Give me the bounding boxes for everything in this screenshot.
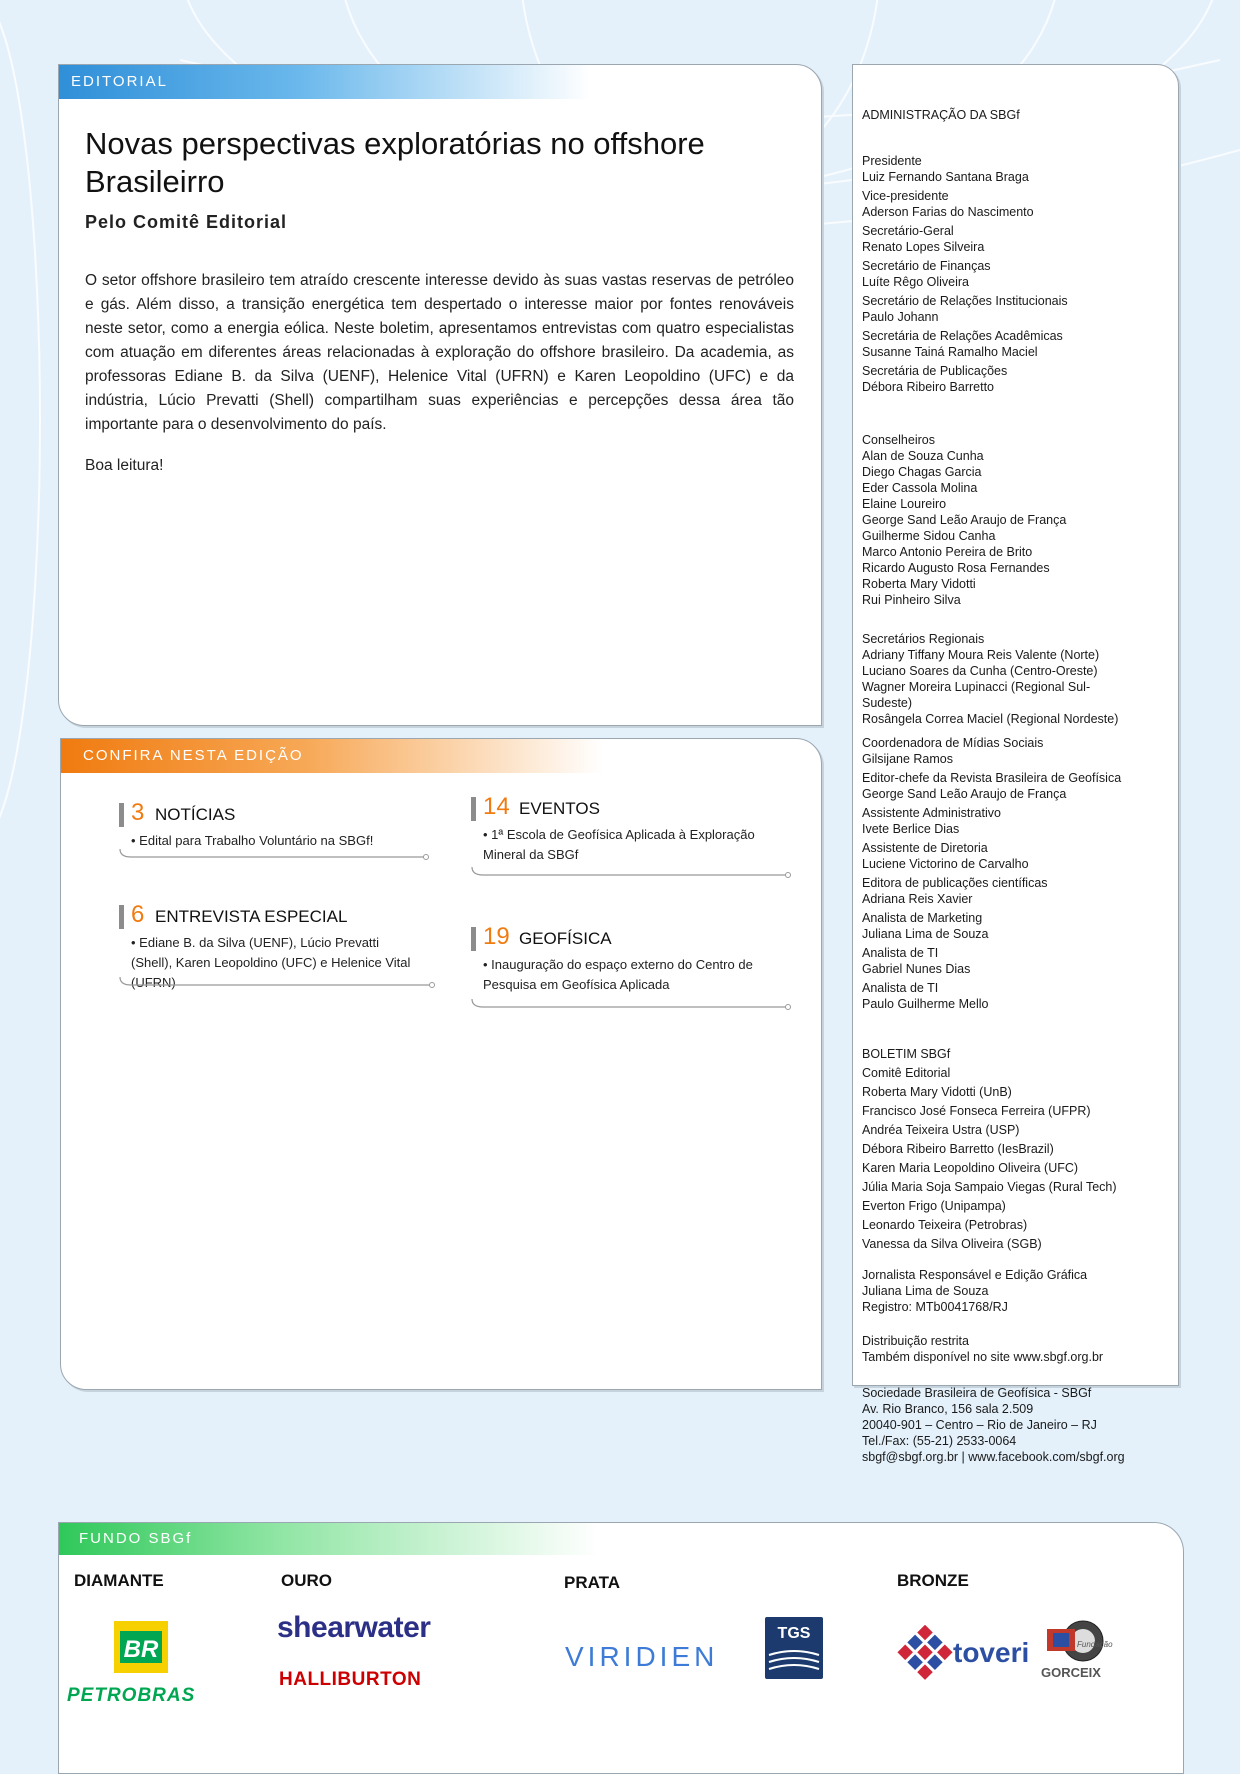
role-title: Secretária de Publicações	[862, 364, 1008, 378]
regionais-list	[862, 631, 1174, 727]
role-name: Débora Ribeiro Barretto	[862, 380, 995, 394]
item-section: EVENTOS	[519, 799, 600, 818]
role-name: Renato Lopes Silveira	[862, 240, 985, 254]
tier-bronze: BRONZE	[897, 1571, 969, 1590]
role-title: Secretária de Relações Acadêmicas	[862, 329, 1063, 343]
staff-role: Analista de TI	[862, 946, 939, 960]
regional-name: Luciano Soares da Cunha (Centro-Oreste)	[862, 664, 1098, 678]
tgs-wave-icon	[765, 1647, 823, 1677]
comite-name: Júlia Maria Soja Sampaio Viegas (Rural Tech)	[862, 1180, 1117, 1194]
editorial-body: O setor offshore brasileiro tem atraído crescente interesse devido às suas vastas reservas de petróleo e gás. Além disso, a transição energética tem despertado o interesse maior por fontes renováveis neste setor, como a energia eólica. Neste boletim, apresentamos entrevistas com quatro especialistas com atuação em diferentes áreas relacionadas à exploração do offshore brasileiro. Da academia, as professoras Ediane B. da Silva (UENF), Helenice Vital (UFRN) e Karen Leopoldino (UFC) e da indústria, Lúcio Prevatti (Shell) compartilham suas experiências e percepções dessa área tão importante para o desenvolvimento do país.	[85, 272, 794, 433]
role-name: Luiz Fernando Santana Braga	[862, 170, 1029, 184]
item-section: ENTREVISTA ESPECIAL	[155, 907, 348, 926]
tier-prata: PRATA	[564, 1573, 621, 1592]
comite-name: Karen Maria Leopoldino Oliveira (UFC)	[862, 1161, 1079, 1175]
conselheiro-name: Roberta Mary Vidotti	[862, 577, 976, 591]
editorial-title: Novas perspectivas exploratórias no offshore Brasileirro	[85, 126, 705, 199]
item-underline	[471, 867, 793, 881]
item-page-number: 3	[131, 799, 145, 826]
comite-name: Leonardo Teixeira (Petrobras)	[862, 1218, 1028, 1232]
tier-ouro: OURO	[281, 1571, 332, 1590]
item-text: • Edital para Trabalho Voluntário na SBGf!	[131, 833, 374, 848]
petrobras-logo[interactable]	[114, 1621, 168, 1673]
distribuicao-line: Também disponível no site www.sbgf.org.br	[862, 1350, 1104, 1364]
staff-name: Juliana Lima de Souza	[862, 927, 989, 941]
conselheiro-name: Eder Cassola Molina	[862, 481, 978, 495]
staff-name: Gabriel Nunes Dias	[862, 962, 971, 976]
item-marker	[471, 927, 476, 951]
contato-block	[862, 1385, 1174, 1465]
conselheiros-list	[862, 432, 1174, 608]
role-title: Presidente	[862, 154, 922, 168]
fundo-band: FUNDO SBGf	[59, 1523, 599, 1555]
jornalista-block	[862, 1267, 1174, 1315]
editorial-box	[58, 64, 822, 726]
comite-name: Débora Ribeiro Barretto (IesBrazil)	[862, 1142, 1054, 1156]
item-marker	[119, 905, 124, 929]
item-underline	[119, 849, 431, 863]
comite-label: Comitê Editorial	[862, 1066, 951, 1080]
contents-band: CONFIRA NESTA EDIÇÃO	[61, 739, 603, 773]
staff-name: George Sand Leão Araujo de França	[862, 787, 1067, 801]
distribuicao-block	[862, 1333, 1174, 1365]
item-section: GEOFÍSICA	[519, 929, 612, 948]
contato-line: 20040-901 – Centro – Rio de Janeiro – RJ	[862, 1418, 1097, 1432]
staff-name: Gilsijane Ramos	[862, 752, 954, 766]
contato-line: Av. Rio Branco, 156 sala 2.509	[862, 1402, 1034, 1416]
toveri-icon	[897, 1625, 953, 1681]
conselheiro-name: Diego Chagas Garcia	[862, 465, 982, 479]
item-page-number: 6	[131, 901, 145, 928]
conselheiro-name: Ricardo Augusto Rosa Fernandes	[862, 561, 1050, 575]
staff-role: Assistente Administrativo	[862, 806, 1001, 820]
jornalista-line: Juliana Lima de Souza	[862, 1284, 989, 1298]
conselheiro-name: Guilherme Sidou Canha	[862, 529, 996, 543]
staff-role: Analista de TI	[862, 981, 939, 995]
conselheiro-name: Elaine Loureiro	[862, 497, 947, 511]
comite-name: Francisco José Fonseca Ferreira (UFPR)	[862, 1104, 1091, 1118]
conselheiro-name: Marco Antonio Pereira de Brito	[862, 545, 1033, 559]
conselheiro-name: Rui Pinheiro Silva	[862, 593, 961, 607]
gorceix-top-text: Fundação	[1077, 1640, 1113, 1649]
boletim-label: BOLETIM SBGf	[862, 1047, 951, 1061]
item-underline	[119, 977, 437, 991]
role-title: Secretário-Geral	[862, 224, 954, 238]
role-name: Luíte Rêgo Oliveira	[862, 275, 970, 289]
conselheiro-name: Alan de Souza Cunha	[862, 449, 984, 463]
petrobras-br-icon	[114, 1621, 168, 1673]
item-text: • 1ª Escola de Geofísica Aplicada à Exploração Mineral da SBGf	[483, 827, 755, 862]
comite-name: Everton Frigo (Unipampa)	[862, 1199, 1006, 1213]
conselheiros-label: Conselheiros	[862, 433, 935, 447]
toveri-logo[interactable]: toveri	[953, 1637, 1030, 1668]
regionais-label: Secretários Regionais	[862, 632, 985, 646]
tier-diamante: DIAMANTE	[74, 1571, 164, 1590]
editorial-closing: Boa leitura!	[85, 457, 164, 474]
item-underline	[471, 999, 793, 1013]
distribuicao-line: Distribuição restrita	[862, 1334, 969, 1348]
staff-role: Editora de publicações científicas	[862, 876, 1048, 890]
comite-name: Vanessa da Silva Oliveira (SGB)	[862, 1237, 1042, 1251]
role-name: Paulo Johann	[862, 310, 939, 324]
sidebar-administration	[852, 64, 1179, 1464]
staff-role: Coordenadora de Mídias Sociais	[862, 736, 1044, 750]
jornalista-line: Jornalista Responsável e Edição Gráfica	[862, 1268, 1088, 1282]
comite-name: Andréa Teixeira Ustra (USP)	[862, 1123, 1020, 1137]
staff-name: Paulo Guilherme Mello	[862, 997, 989, 1011]
comite-name: Roberta Mary Vidotti (UnB)	[862, 1085, 1012, 1099]
shearwater-logo[interactable]: shearwater	[277, 1611, 431, 1644]
roles-list	[862, 153, 1174, 395]
item-text: • Ediane B. da Silva (UENF), Lúcio Prevatti (Shell), Karen Leopoldino (UFC) e Helenice Vital (UFRN)	[131, 935, 411, 990]
role-title: Secretário de Finanças	[862, 259, 991, 273]
staff-name: Ivete Berlice Dias	[862, 822, 960, 836]
contato-line: sbgf@sbgf.org.br | www.facebook.com/sbgf.org	[862, 1450, 1125, 1464]
editorial-subtitle: Pelo Comitê Editorial	[85, 212, 288, 232]
regional-name: Adriany Tiffany Moura Reis Valente (Norte)	[862, 648, 1100, 662]
tgs-logo[interactable]	[765, 1617, 823, 1679]
role-name: Susanne Tainá Ramalho Maciel	[862, 345, 1038, 359]
item-page-number: 19	[483, 923, 510, 950]
editorial-band: EDITORIAL	[59, 65, 591, 99]
viridien-logo[interactable]: VIRIDIEN	[565, 1641, 719, 1672]
staff-list	[862, 735, 1174, 1012]
staff-role: Editor-chefe da Revista Brasileira de Geofísica	[862, 771, 1122, 785]
staff-role: Assistente de Diretoria	[862, 841, 988, 855]
role-title: Secretário de Relações Institucionais	[862, 294, 1068, 308]
staff-name: Luciene Victorino de Carvalho	[862, 857, 1029, 871]
regional-name: Sudeste)	[862, 696, 913, 710]
conselheiro-name: George Sand Leão Araujo de França	[862, 513, 1067, 527]
jornalista-line: Registro: MTb0041768/RJ	[862, 1300, 1008, 1314]
svg-text:BR: BR	[123, 1636, 159, 1663]
contato-line: Sociedade Brasileira de Geofísica - SBGf	[862, 1386, 1092, 1400]
gorceix-logo[interactable]: GORCEIX	[1041, 1665, 1101, 1680]
role-name: Aderson Farias do Nascimento	[862, 205, 1034, 219]
item-text: • Inauguração do espaço externo do Centro de Pesquisa em Geofísica Aplicada	[483, 957, 753, 992]
fundo-box	[58, 1522, 1184, 1774]
role-title: Vice-presidente	[862, 189, 949, 203]
contents-box	[60, 738, 822, 1390]
contato-line: Tel./Fax: (55-21) 2533-0064	[862, 1434, 1017, 1448]
regional-name: Rosângela Correa Maciel (Regional Nordeste)	[862, 712, 1119, 726]
tgs-wordmark: TGS	[777, 1625, 811, 1642]
item-section: NOTÍCIAS	[155, 805, 236, 824]
item-marker	[119, 803, 124, 827]
staff-role: Analista de Marketing	[862, 911, 983, 925]
sidebar-heading: ADMINISTRAÇÃO DA SBGf	[862, 108, 1020, 122]
item-page-number: 14	[483, 793, 510, 820]
staff-name: Adriana Reis Xavier	[862, 892, 973, 906]
boletim-list	[862, 1046, 1174, 1252]
halliburton-logo[interactable]: HALLIBURTON	[279, 1669, 422, 1690]
petrobras-wordmark: PETROBRAS	[67, 1685, 196, 1706]
regional-name: Wagner Moreira Lupinacci (Regional Sul-	[862, 680, 1091, 694]
item-marker	[471, 797, 476, 821]
